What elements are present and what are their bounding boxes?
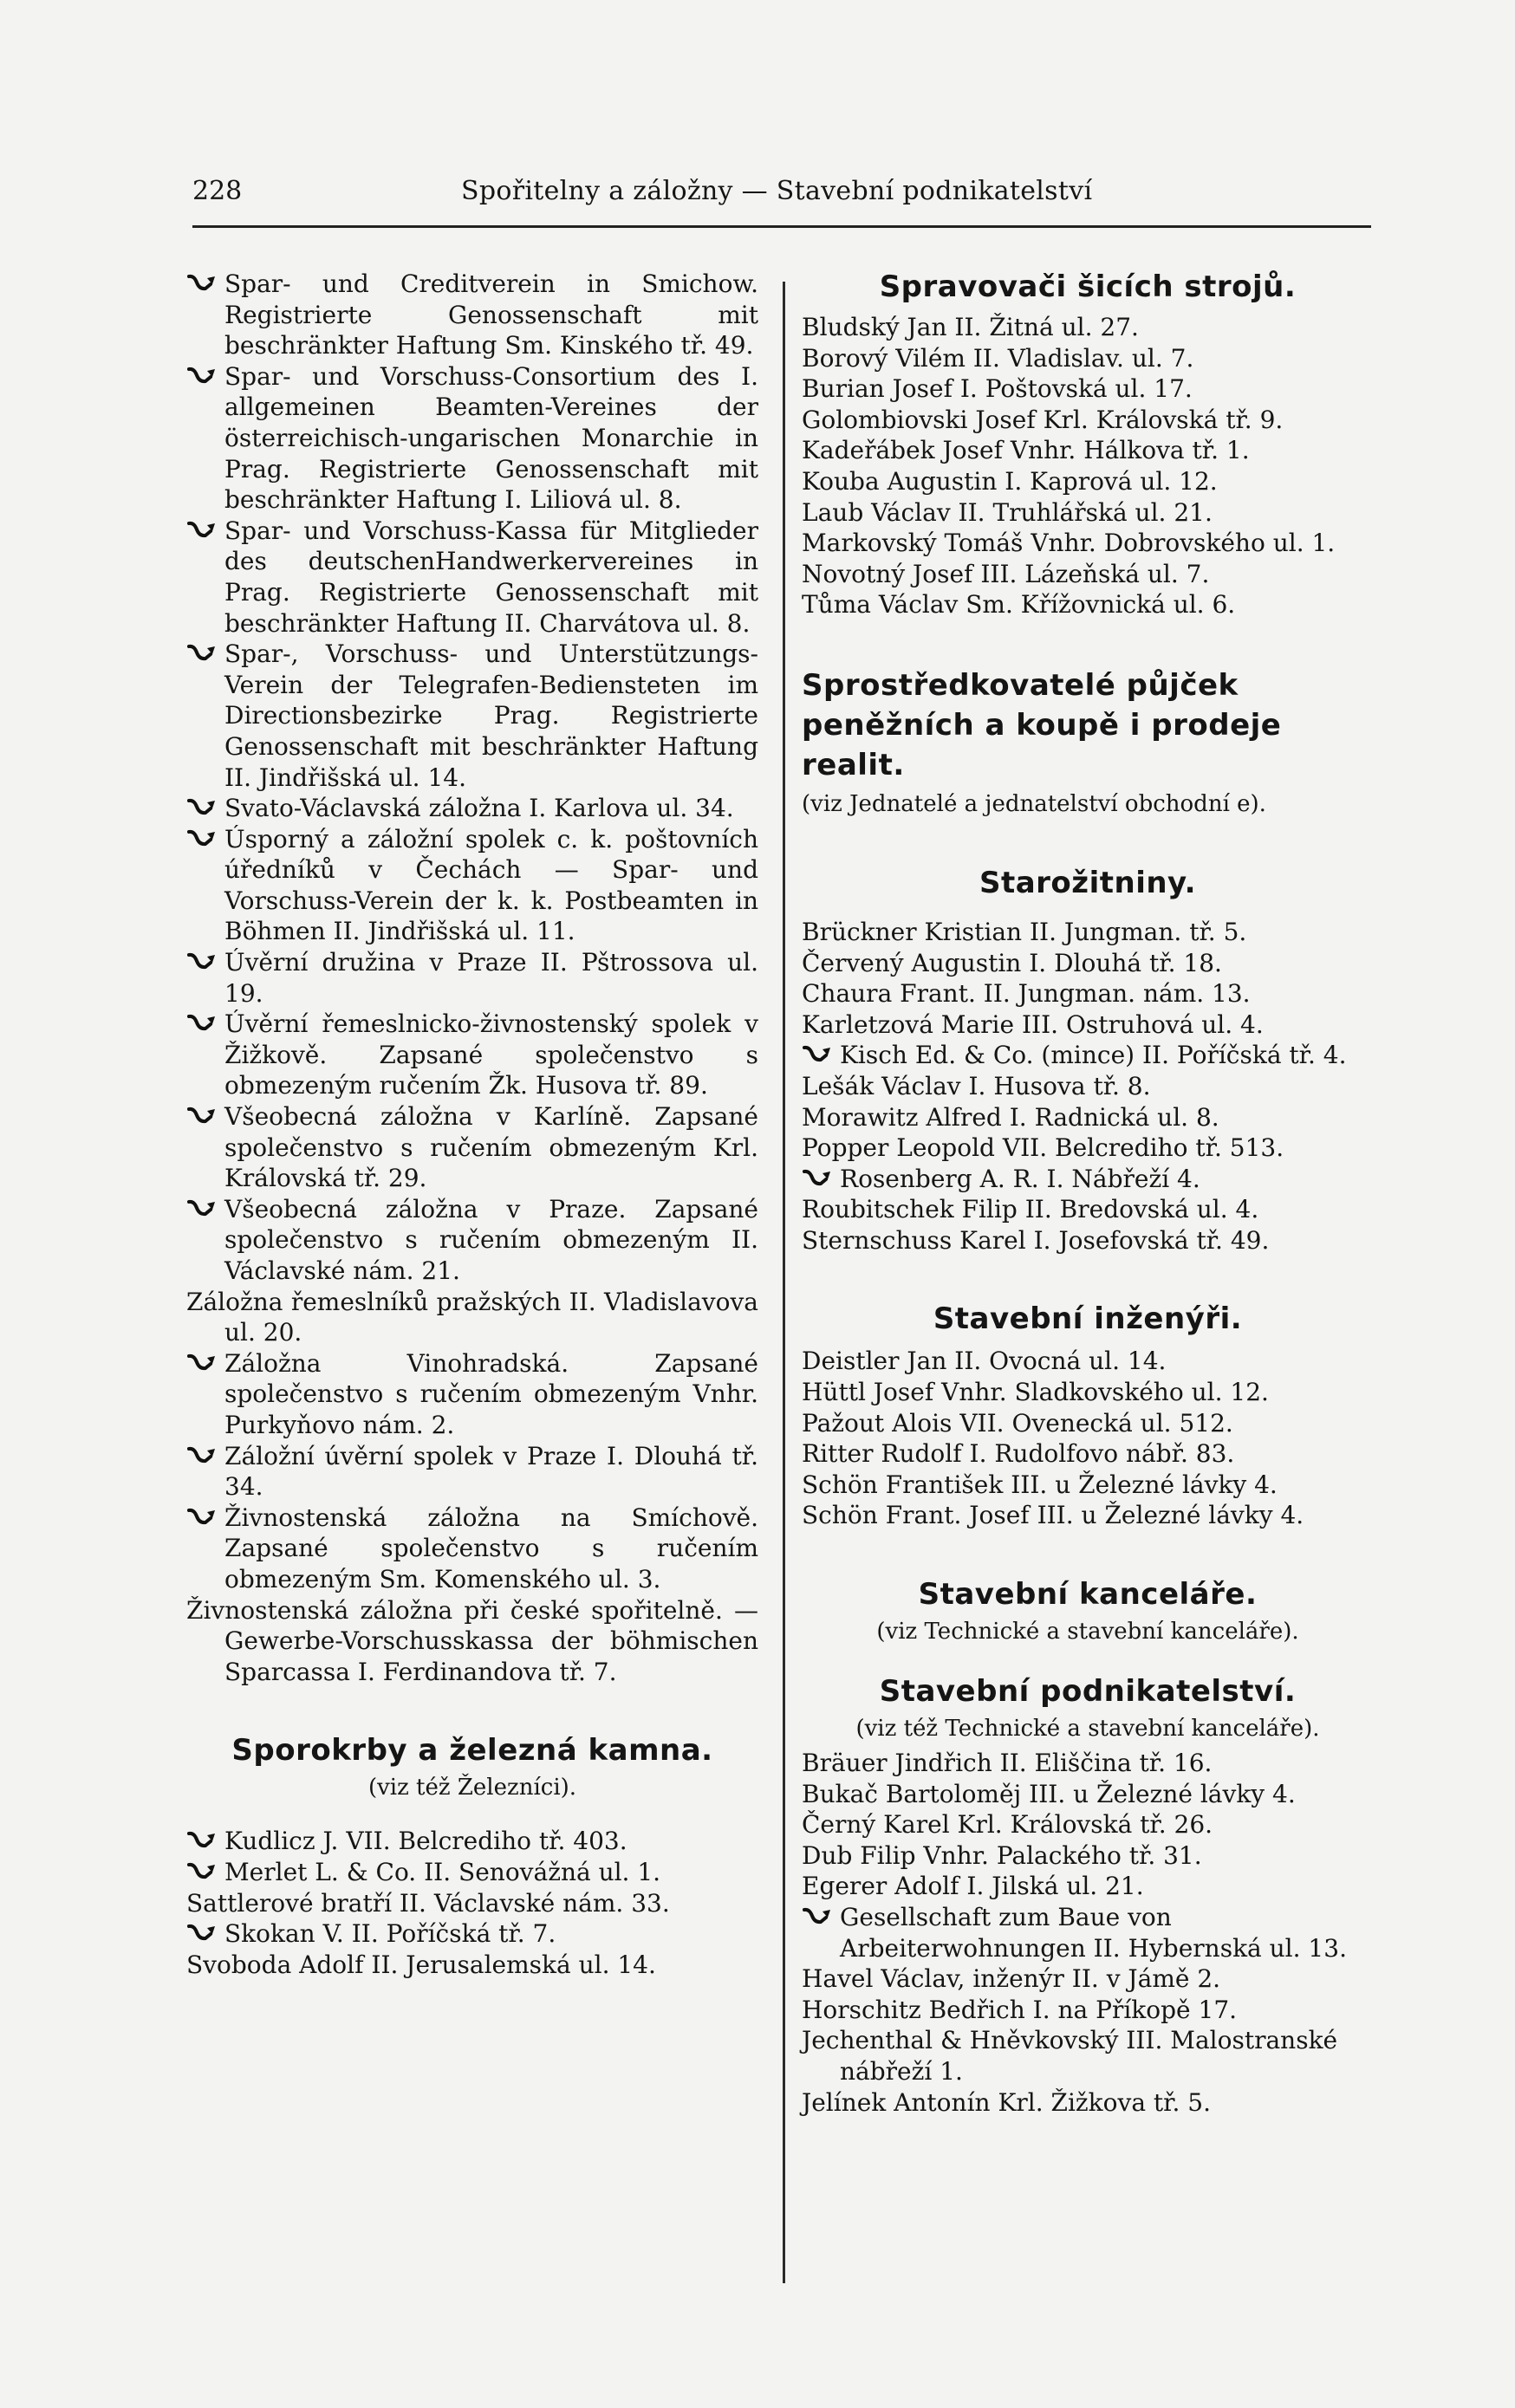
entry-text: Jelínek Antonín Krl. Žižkova tř. 5. xyxy=(802,2087,1211,2117)
entry-text: Schön Frant. Josef III. u Železné lávky 4. xyxy=(802,1501,1304,1530)
list-item xyxy=(802,1902,1374,1963)
entry-text: Jechenthal & Hněvkovský III. Malostranské nábřeží 1. xyxy=(802,2026,1338,2086)
pointing-hand-icon xyxy=(186,1506,218,1529)
pointing-hand-icon xyxy=(802,1167,833,1190)
entry-text: Bludský Jan II. Žitná ul. 27. xyxy=(802,313,1139,341)
entry-text: Morawitz Alfred I. Radnická ul. 8. xyxy=(802,1102,1219,1132)
list-item xyxy=(802,1809,1374,1840)
list-item xyxy=(186,1503,758,1595)
pointing-hand-icon xyxy=(186,951,218,973)
pointing-hand-icon xyxy=(186,1922,218,1944)
pointing-hand-icon xyxy=(186,519,218,542)
entry-text: Horschitz Bedřich I. na Příkopě 17. xyxy=(802,1995,1238,2024)
entry-text: Záložní úvěrní spolek v Praze I. Dlouhá tř. 34. xyxy=(224,1441,758,1502)
list-item xyxy=(186,269,758,361)
pointing-hand-icon xyxy=(186,642,218,665)
sewing-machine-repairers-list xyxy=(802,312,1374,620)
list-item xyxy=(802,405,1374,436)
pointing-hand-icon xyxy=(802,1905,833,1928)
list-item xyxy=(802,1194,1374,1225)
entry-text: Rosenberg A. R. I. Nábřeží 4. xyxy=(840,1164,1200,1193)
entry-text: Černý Karel Krl. Královská tř. 26. xyxy=(802,1810,1213,1840)
section-heading-engineers: Stavební inženýři. xyxy=(933,1301,1243,1337)
entry-text: Merlet L. & Co. II. Senovážná ul. 1. xyxy=(224,1857,661,1886)
section-heading-builders: Stavební podnikatelství. xyxy=(879,1674,1297,1710)
entry-text: Svato-Václavská záložna I. Karlova ul. 34. xyxy=(224,794,734,823)
stoves-list xyxy=(186,1826,758,1980)
list-item xyxy=(802,528,1374,559)
section-heading-sewing: Spravovači šicích strojů. xyxy=(879,269,1297,304)
list-item xyxy=(802,1840,1374,1872)
entry-text: Dub Filip Vnhr. Palackého tř. 31. xyxy=(802,1840,1202,1870)
list-item xyxy=(802,948,1374,979)
entry-text: Živnostenská záložna na Smíchově. Zapsané společenstvo s ručením obmezeným Sm. Komenského ul. 3. xyxy=(224,1503,758,1593)
list-item xyxy=(802,312,1374,343)
entry-text: Havel Václav, inženýr II. v Jámě 2. xyxy=(802,1964,1221,1994)
builders-list xyxy=(802,1748,1374,2118)
pointing-hand-icon xyxy=(186,272,218,295)
entry-text: Laub Václav II. Truhlářská ul. 21. xyxy=(802,497,1213,527)
list-item xyxy=(802,466,1374,497)
list-item xyxy=(802,1164,1374,1195)
list-item xyxy=(802,559,1374,590)
entry-text: Schön František III. u Železné lávky 4. xyxy=(802,1470,1278,1499)
entry-text: Hüttl Josef Vnhr. Sladkovského ul. 12. xyxy=(802,1378,1269,1407)
right-column xyxy=(802,269,1374,2118)
list-item xyxy=(186,1595,758,1688)
entry-text: Karletzová Marie III. Ostruhová ul. 4. xyxy=(802,1009,1264,1039)
entry-text: Kisch Ed. & Co. (mince) II. Poříčská tř. 4. xyxy=(840,1041,1347,1070)
pointing-hand-icon xyxy=(802,1043,833,1066)
list-item xyxy=(802,1408,1374,1439)
pointing-hand-icon xyxy=(186,1444,218,1467)
section-note-stoves: (viz též Železníci). xyxy=(367,1775,577,1801)
running-title: Spořitelny a záložny — Stavební podnikatelství xyxy=(461,176,1093,206)
pointing-hand-icon xyxy=(186,828,218,850)
list-item xyxy=(186,1194,758,1287)
antiques-list xyxy=(802,917,1374,1256)
engineers-list xyxy=(802,1346,1374,1531)
entry-text: Živnostenská záložna při české spořitelně. — Gewerbe-Vorschusskassa der böhmischen Sparcassa I. Ferdinandova tř. 7. xyxy=(186,1595,758,1686)
entry-text: Deistler Jan II. Ovocná ul. 14. xyxy=(802,1347,1167,1376)
section-note-offices: (viz Technické a stavební kanceláře). xyxy=(876,1619,1299,1645)
list-item xyxy=(186,947,758,1009)
entry-text: Pažout Alois VII. Ovenecká ul. 512. xyxy=(802,1408,1233,1438)
list-item xyxy=(802,1377,1374,1408)
list-item xyxy=(802,1102,1374,1133)
list-item xyxy=(802,497,1374,529)
list-item xyxy=(186,639,758,793)
section-note-brokers: (viz Jednatelé a jednatelství obchodní e). xyxy=(802,790,1266,817)
entry-text: Úvěrní řemeslnicko-živnostenský spolek v Žižkově. Zapsané společenstvo s obmezeným ručením Žk. Husova tř. 89. xyxy=(224,1009,758,1100)
entry-text: Sternschuss Karel I. Josefovská tř. 49. xyxy=(802,1225,1270,1255)
list-item xyxy=(802,1009,1374,1041)
list-item xyxy=(186,1348,758,1441)
list-item xyxy=(802,1133,1374,1164)
entry-text: Spar- und Creditverein in Smichow. Registrierte Genossenschaft mit beschränkter Haftung Sm. Kinského tř. 49. xyxy=(224,269,758,360)
list-item xyxy=(802,1346,1374,1377)
entry-text: Roubitschek Filip II. Bredovská ul. 4. xyxy=(802,1195,1259,1224)
pointing-hand-icon xyxy=(186,1198,218,1220)
pointing-hand-icon xyxy=(186,1012,218,1035)
entry-text: Borový Vilém II. Vladislav. ul. 7. xyxy=(802,343,1194,373)
pointing-hand-icon xyxy=(186,796,218,819)
page-number: 228 xyxy=(192,176,243,206)
entry-text: Spar-, Vorschuss- und Unterstützungs-Verein der Telegrafen-Bediensteten im Directionsbezirke Prag. Registrierte Genossenschaft mit beschränkter Haftung II. Jindřišská ul. 14. xyxy=(224,639,758,792)
entry-text: Chaura Frant. II. Jungman. nám. 13. xyxy=(802,979,1251,1009)
list-item xyxy=(802,1963,1374,1995)
entry-text: Červený Augustin I. Dlouhá tř. 18. xyxy=(802,948,1222,977)
list-item xyxy=(802,917,1374,948)
column-divider xyxy=(783,282,785,2283)
entry-text: Tůma Václav Sm. Křížovnická ul. 6. xyxy=(802,590,1236,620)
entry-text: Spar- und Vorschuss-Consortium des I. allgemeinen Beamten-Vereines der österreichisch-ungarischen Monarchie in Prag. Registrierte Genossenschaft mit beschränkter Haftung I. Liliová ul. 8. xyxy=(224,361,758,515)
list-item xyxy=(802,373,1374,405)
list-item xyxy=(186,793,758,824)
list-item xyxy=(186,1950,758,1981)
entry-text: Burian Josef I. Poštovská ul. 17. xyxy=(802,374,1193,404)
entry-text: Kouba Augustin I. Kaprová ul. 12. xyxy=(802,466,1218,496)
list-item xyxy=(802,1500,1374,1531)
entry-text: Záložna řemeslníků pražských II. Vladislavova ul. 20. xyxy=(186,1287,758,1347)
list-item xyxy=(186,516,758,639)
list-item xyxy=(186,1101,758,1194)
section-heading-antiques: Starožitniny. xyxy=(979,865,1197,900)
entry-text: Markovský Tomáš Vnhr. Dobrovského ul. 1. xyxy=(802,529,1336,558)
entry-text: Záložna Vinohradská. Zapsané společenstvo s ručením obmezeným Vnhr. Purkyňovo nám. 2. xyxy=(224,1348,758,1439)
entry-text: Úvěrní družina v Praze II. Pštrossova ul. 19. xyxy=(224,948,758,1008)
list-item xyxy=(186,1857,758,1888)
list-item xyxy=(802,343,1374,374)
entry-text: Gesellschaft zum Baue von Arbeiterwohnungen II. Hybernská ul. 13. xyxy=(840,1903,1347,1963)
list-item xyxy=(802,1779,1374,1810)
list-item xyxy=(802,1438,1374,1470)
list-item xyxy=(186,824,758,947)
list-item xyxy=(186,1826,758,1857)
entry-text: Popper Leopold VII. Belcrediho tř. 513. xyxy=(802,1133,1284,1163)
entry-text: Bukač Bartoloměj III. u Železné lávky 4. xyxy=(802,1779,1296,1808)
entry-text: Egerer Adolf I. Jilská ul. 21. xyxy=(802,1872,1144,1901)
list-item xyxy=(186,1441,758,1503)
entry-text: Svoboda Adolf II. Jerusalemská ul. 14. xyxy=(186,1950,656,1979)
section-heading-brokers: Sprostředkovatelé půjček peněžních a koupě i prodeje realit. xyxy=(802,667,1282,782)
left-column xyxy=(186,269,758,1980)
list-item xyxy=(802,1225,1374,1256)
entry-text: Bräuer Jindřich II. Eliščina tř. 16. xyxy=(802,1749,1213,1778)
entry-text: Lešák Václav I. Husova tř. 8. xyxy=(802,1071,1151,1100)
entry-text: Skokan V. II. Poříčská tř. 7. xyxy=(224,1919,556,1949)
list-item xyxy=(802,978,1374,1009)
pointing-hand-icon xyxy=(186,1352,218,1374)
entry-text: Sattlerové bratří II. Václavské nám. 33. xyxy=(186,1888,670,1918)
entry-text: Brückner Kristian II. Jungman. tř. 5. xyxy=(802,917,1247,946)
entry-text: Kudlicz J. VII. Belcrediho tř. 403. xyxy=(224,1827,627,1856)
entry-text: Všeobecná záložna v Karlíně. Zapsané společenstvo s ručením obmezeným Krl. Královská tř. 29. xyxy=(224,1102,758,1193)
pointing-hand-icon xyxy=(186,1105,218,1127)
list-item xyxy=(802,2087,1374,2119)
list-item xyxy=(802,1748,1374,1779)
header-rule xyxy=(192,225,1371,228)
page-header xyxy=(192,176,1371,219)
list-item xyxy=(186,1009,758,1101)
section-heading-stoves: Sporokrby a železná kamna. xyxy=(231,1733,713,1769)
entry-text: Novotný Josef III. Lázeňská ul. 7. xyxy=(802,559,1210,588)
list-item xyxy=(802,589,1374,620)
pointing-hand-icon xyxy=(186,1860,218,1883)
list-item xyxy=(802,1040,1374,1071)
list-item xyxy=(802,1470,1374,1501)
list-item xyxy=(186,1287,758,1348)
list-item xyxy=(186,1888,758,1919)
entry-text: Kadeřábek Josef Vnhr. Hálkova tř. 1. xyxy=(802,436,1250,465)
list-item xyxy=(802,2025,1374,2087)
pointing-hand-icon xyxy=(186,1829,218,1852)
entry-text: Golombiovski Josef Krl. Královská tř. 9. xyxy=(802,405,1284,434)
section-heading-offices: Stavební kanceláře. xyxy=(918,1577,1258,1613)
pointing-hand-icon xyxy=(186,365,218,387)
entry-text: Všeobecná záložna v Praze. Zapsané společenstvo s ručením obmezeným II. Václavské nám. 21. xyxy=(224,1194,758,1285)
entry-text: Ritter Rudolf I. Rudolfovo nábř. 83. xyxy=(802,1439,1235,1469)
list-item xyxy=(802,1071,1374,1102)
list-item xyxy=(802,1995,1374,2026)
section-note-builders: (viz též Technické a stavební kanceláře). xyxy=(855,1716,1320,1743)
savings-banks-list xyxy=(186,269,758,1687)
list-item xyxy=(802,1871,1374,1902)
entry-text: Úsporný a záložní spolek c. k. poštovních úředníků v Čechách — Spar- und Vorschuss-Verein der k. k. Postbeamten in Böhmen II. Jindřišská ul. 11. xyxy=(224,824,758,946)
entry-text: Spar- und Vorschuss-Kassa für Mitglieder des deutschenHandwerkervereines in Prag. Registrierte Genossenschaft mit beschränkter Haftung II. Charvátova ul. 8. xyxy=(224,516,758,638)
list-item xyxy=(802,435,1374,466)
list-item xyxy=(186,361,758,516)
list-item xyxy=(186,1918,758,1950)
